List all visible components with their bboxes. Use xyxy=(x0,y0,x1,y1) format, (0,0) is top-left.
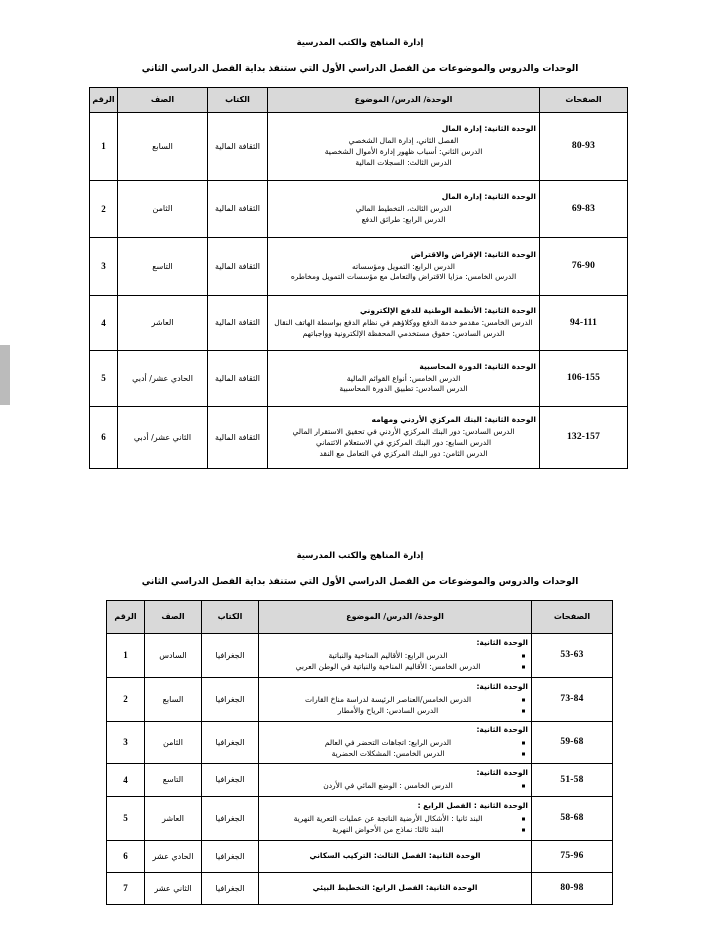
cell-book: الجغرافيا xyxy=(202,796,259,840)
cell-book: الثقافة المالية xyxy=(208,112,268,180)
cell-number: 5 xyxy=(90,350,118,406)
column-header-pages: الصفحات xyxy=(532,600,613,633)
cell-pages: 76-90 xyxy=(540,237,628,295)
cell-pages: 73-84 xyxy=(532,677,613,721)
cell-pages: 75-96 xyxy=(532,840,613,872)
bullet-icon xyxy=(522,666,525,669)
unit-title: الوحدة الثانية: الإقراض والاقتراض xyxy=(410,249,536,259)
lesson-list xyxy=(262,813,528,836)
table-row xyxy=(90,180,628,237)
page-title-2: إدارة المناهج والكتب المدرسية xyxy=(296,550,424,561)
cell-pages: 132-157 xyxy=(540,406,628,468)
table-row xyxy=(107,872,613,904)
column-header-grade: الصف xyxy=(145,600,202,633)
cell-topic xyxy=(268,237,540,295)
table-row xyxy=(107,840,613,872)
bullet-icon xyxy=(522,829,525,832)
cell-grade: العاشر xyxy=(145,796,202,840)
cell-grade: الثامن xyxy=(118,180,208,237)
cell-book: الجغرافيا xyxy=(202,721,259,763)
unit-title: الوحدة الثانية: الدورة المحاسبية xyxy=(419,361,536,371)
cell-book: الثقافة المالية xyxy=(208,237,268,295)
cell-number: 3 xyxy=(107,721,145,763)
unit-title: الوحدة الثانية: xyxy=(476,682,528,692)
lesson-list xyxy=(262,780,528,791)
table-header-row xyxy=(90,87,628,112)
cell-grade: الثاني عشر xyxy=(145,872,202,904)
cell-pages: 94-111 xyxy=(540,295,628,350)
cell-number: 3 xyxy=(90,237,118,295)
lesson-line: الدرس الخامس: مزايا الاقتراض والتعامل مع مؤسسات التمويل ومخاطره xyxy=(290,272,517,282)
unit-title: الوحدة الثانية: البنك المركزي الأردني ومهامه xyxy=(371,415,536,425)
page-title: إدارة المناهج والكتب المدرسية xyxy=(296,38,424,48)
lesson-list xyxy=(262,650,528,673)
unit-title: الوحدة الثانية: إدارة المال xyxy=(441,192,536,202)
list-item: الدرس الخامس : الوضع المائي في الأردن xyxy=(262,780,514,791)
page-subtitle: الوحدات والدروس والموضوعات من الفصل الدراسي الأول التي ستنفذ بداية الفصل الدراسي الثاني xyxy=(141,64,579,75)
column-header-pages: الصفحات xyxy=(540,87,628,112)
cell-number: 4 xyxy=(107,763,145,796)
table-header-row xyxy=(107,600,613,633)
cell-pages: 51-58 xyxy=(532,763,613,796)
lesson-line: الفصل الثاني، إدارة المال الشخصي xyxy=(348,136,459,146)
curriculum-table-2 xyxy=(106,600,613,905)
column-header-book: الكتاب xyxy=(202,600,259,633)
cell-number: 2 xyxy=(107,677,145,721)
cell-topic xyxy=(259,677,532,721)
list-item: الدرس الخامس/العناصر الرئيسة لدراسة مناخ القارات xyxy=(262,694,514,705)
page-subtitle-2: الوحدات والدروس والموضوعات من الفصل الدراسي الأول التي ستنفذ بداية الفصل الدراسي الثاني xyxy=(141,577,579,588)
unit-title: الوحدة الثانية: xyxy=(476,725,528,735)
cell-topic xyxy=(268,350,540,406)
table-row xyxy=(90,295,628,350)
lesson-list xyxy=(262,694,528,717)
cell-topic xyxy=(268,295,540,350)
lesson-list xyxy=(262,737,528,760)
curriculum-table-1 xyxy=(89,87,628,469)
cell-book: الجغرافيا xyxy=(202,872,259,904)
cell-number: 4 xyxy=(90,295,118,350)
table-row xyxy=(107,721,613,763)
bullet-icon xyxy=(522,741,525,744)
cell-number: 2 xyxy=(90,180,118,237)
table-row xyxy=(90,112,628,180)
cell-book: الثقافة المالية xyxy=(208,406,268,468)
cell-grade: الحادي عشر/ أدبي xyxy=(118,350,208,406)
cell-pages: 80-93 xyxy=(540,112,628,180)
cell-topic xyxy=(259,763,532,796)
table-row xyxy=(107,633,613,677)
list-item: الدرس الرابع: اتجاهات التحضر في العالم xyxy=(262,737,514,748)
lesson-line: الدرس الثالث: السجلات المالية xyxy=(355,157,452,167)
column-header-number: الرقم xyxy=(90,87,118,112)
cell-topic xyxy=(259,840,532,872)
cell-book: الثقافة المالية xyxy=(208,295,268,350)
cell-book: الثقافة المالية xyxy=(208,350,268,406)
cell-grade: التاسع xyxy=(145,763,202,796)
table-row xyxy=(107,677,613,721)
cell-book: الجغرافيا xyxy=(202,763,259,796)
cell-book: الثقافة المالية xyxy=(208,180,268,237)
cell-topic xyxy=(259,721,532,763)
column-header-number: الرقم xyxy=(107,600,145,633)
cell-pages: 80-98 xyxy=(532,872,613,904)
cell-number: 7 xyxy=(107,872,145,904)
bullet-icon xyxy=(522,698,525,701)
unit-title: الوحدة الثانية: xyxy=(476,638,528,648)
cell-topic xyxy=(259,872,532,904)
cell-grade: التاسع xyxy=(118,237,208,295)
cell-pages: 58-68 xyxy=(532,796,613,840)
cell-grade: العاشر xyxy=(118,295,208,350)
lesson-line: الدرس السادس: حقوق مستخدمي المحفظة الإلكترونية وواجباتهم xyxy=(302,328,505,338)
table-row xyxy=(107,763,613,796)
cell-book: الجغرافيا xyxy=(202,633,259,677)
list-item: الدرس الرابع: الأقاليم المناخية والنباتية xyxy=(262,650,514,661)
unit-title: الوحدة الثانية : الفصل الرابع : xyxy=(417,801,528,811)
cell-topic xyxy=(259,796,532,840)
cell-book: الجغرافيا xyxy=(202,840,259,872)
cell-number: 1 xyxy=(90,112,118,180)
lesson-line: الدرس الرابع: التمويل ومؤسساته xyxy=(352,261,455,271)
list-item: الدرس الخامس: الأقاليم المناخية والنباتية في الوطن العربي xyxy=(262,661,514,672)
unit-title: الوحدة الثانية: إدارة المال xyxy=(441,124,536,134)
bullet-icon xyxy=(522,784,525,787)
lesson-line: الدرس الرابع: طرائق الدفع xyxy=(361,214,446,224)
column-header-topic: الوحدة/ الدرس/ الموضوع xyxy=(268,87,540,112)
cell-grade: السابع xyxy=(145,677,202,721)
cell-grade: الحادي عشر xyxy=(145,840,202,872)
unit-title: الوحدة الثانية: الأنظمة الوطنية للدفع الإلكتروني xyxy=(359,306,536,316)
bullet-icon xyxy=(522,753,525,756)
cell-pages: 69-83 xyxy=(540,180,628,237)
bullet-icon xyxy=(522,654,525,657)
cell-topic xyxy=(259,633,532,677)
lesson-line: الدرس الثالث، التخطيط المالي xyxy=(355,204,452,214)
cell-grade: الثامن xyxy=(145,721,202,763)
bullet-icon xyxy=(522,817,525,820)
table-row xyxy=(90,350,628,406)
cell-grade: الثاني عشر/ أدبي xyxy=(118,406,208,468)
cell-topic xyxy=(268,180,540,237)
cell-number: 1 xyxy=(107,633,145,677)
cell-grade: السابع xyxy=(118,112,208,180)
column-header-grade: الصف xyxy=(118,87,208,112)
list-item: الدرس الخامس: المشكلات الحضرية xyxy=(262,748,514,759)
cell-number: 6 xyxy=(107,840,145,872)
lesson-line: الدرس السادس: تطبيق الدورة المحاسبية xyxy=(339,384,468,394)
section-geography xyxy=(0,469,720,905)
cell-topic xyxy=(268,406,540,468)
lesson-line: الدرس الثامن: دور البنك المركزي في التعامل مع النقد xyxy=(319,448,488,458)
list-item: الدرس السادس: الرياح والأمطار xyxy=(262,705,514,716)
column-header-topic: الوحدة/ الدرس/ الموضوع xyxy=(259,600,532,633)
cell-number: 5 xyxy=(107,796,145,840)
table-row xyxy=(90,406,628,468)
cell-pages: 53-63 xyxy=(532,633,613,677)
lesson-line: الدرس الثاني: أسباب ظهور إدارة الأموال الشخصية xyxy=(324,146,483,156)
lesson-line: الدرس الخامس: أنواع القوائم المالية xyxy=(346,373,461,383)
lesson-line: الدرس السادس: دور البنك المركزي الأردني في تحقيق الاستقرار المالي xyxy=(292,427,515,437)
list-item: البند ثالثا: نماذج من الأحواض النهرية xyxy=(262,824,514,835)
unit-title: الوحدة الثانية: الفصل الثالث: التركيب السكاني xyxy=(309,851,481,861)
cell-number: 6 xyxy=(90,406,118,468)
lesson-line: الدرس الخامس: مقدمو خدمة الدفع ووكلاؤهم في نظام الدفع بواسطة الهاتف النقال xyxy=(274,318,533,328)
cell-grade: السادس xyxy=(145,633,202,677)
cell-pages: 106-155 xyxy=(540,350,628,406)
bullet-icon xyxy=(522,710,525,713)
table-row xyxy=(107,796,613,840)
column-header-book: الكتاب xyxy=(208,87,268,112)
unit-title: الوحدة الثانية: xyxy=(476,768,528,778)
unit-title: الوحدة الثانية: الفصل الرابع: التخطيط البيئي xyxy=(312,883,478,893)
cell-pages: 59-68 xyxy=(532,721,613,763)
cell-topic xyxy=(268,112,540,180)
cell-book: الجغرافيا xyxy=(202,677,259,721)
lesson-line: الدرس السابع: دور البنك المركزي في الاستعلام الائتماني xyxy=(315,437,492,447)
list-item: البند ثانيا : الأشكال الأرضية الناتجة عن عمليات التعرية النهرية xyxy=(262,813,514,824)
table-row xyxy=(90,237,628,295)
